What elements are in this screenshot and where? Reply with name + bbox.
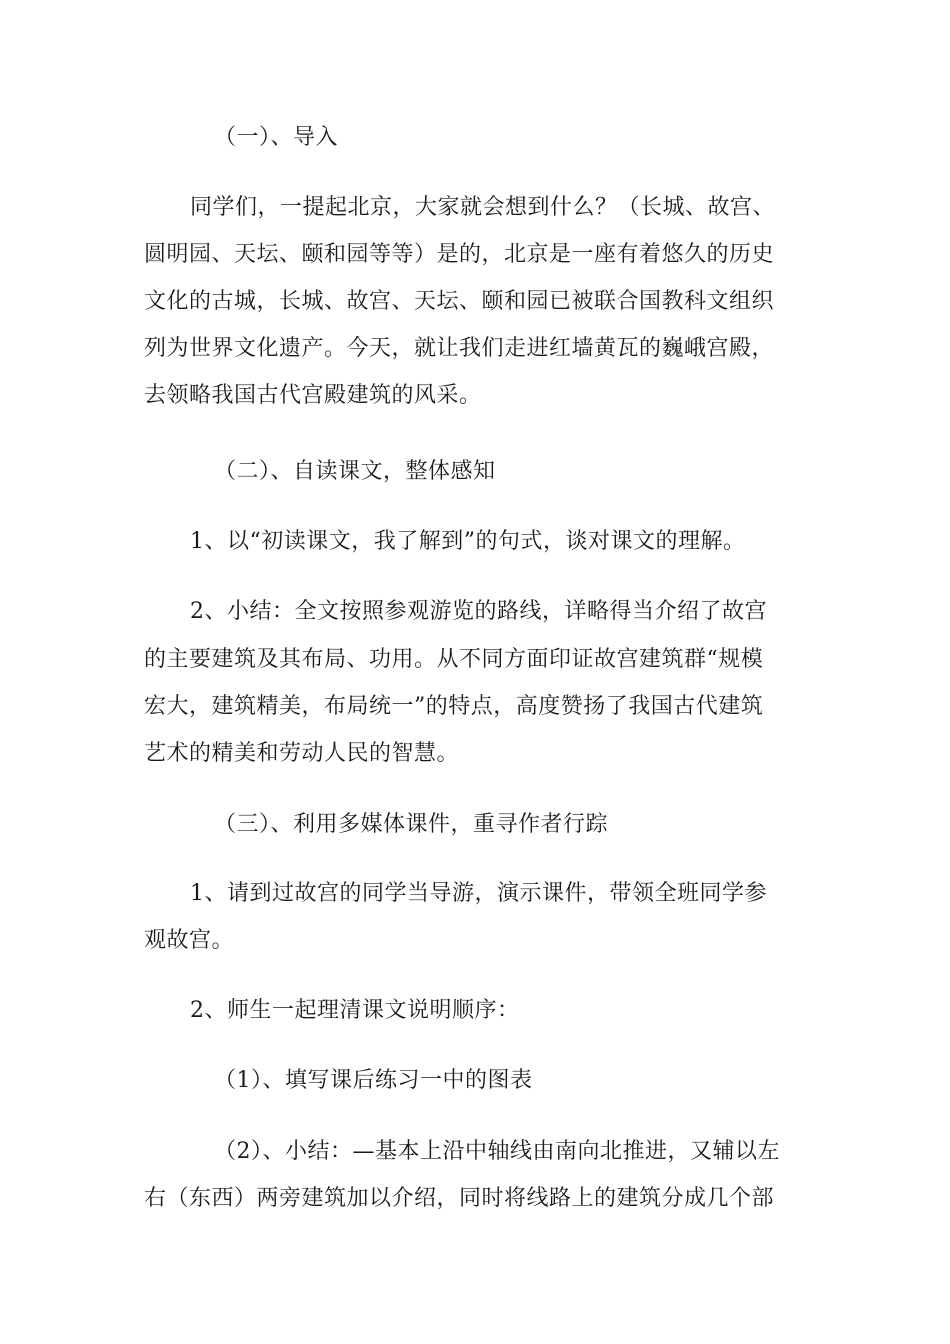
paragraph-line: 右（东西）两旁建筑加以介绍，同时将线路上的建筑分成几个部 [144, 1186, 775, 1211]
paragraph-line: 同学们，一提起北京，大家就会想到什么？（长城、故宫、 [190, 195, 776, 220]
paragraph-line: 1、请到过故宫的同学当导游，演示课件，带领全班同学参 [190, 881, 767, 906]
paragraph-line: 艺术的精美和劳动人民的智慧。 [144, 741, 460, 766]
list-item: 2、师生一起理清课文说明顺序： [190, 998, 520, 1023]
paragraph-line: 去领略我国古代宫殿建筑的风采。 [144, 383, 482, 408]
list-item: （1）、填写课后练习一中的图表 [214, 1068, 533, 1093]
paragraph-line: （2）、小结：—基本上沿中轴线由南向北推进，又辅以左 [214, 1139, 780, 1164]
paragraph-line: 列为世界文化遗产。今天，就让我们走进红墙黄瓦的巍峨宫殿， [144, 336, 775, 361]
paragraph-line: 宏大，建筑精美，布局统一”的特点，高度赞扬了我国古代建筑 [144, 694, 764, 719]
paragraph-line: 2、小结：全文按照参观游览的路线，详略得当介绍了故宫 [190, 599, 767, 624]
paragraph-line: 的主要建筑及其布局、功用。从不同方面印证故宫建筑群“规模 [144, 647, 764, 672]
paragraph-line: 圆明园、天坛、颐和园等等）是的，北京是一座有着悠久的历史 [144, 242, 775, 267]
section-heading-1: （一）、导入 [214, 125, 339, 150]
paragraph-line: 文化的古城，长城、故宫、天坛、颐和园已被联合国教科文组织 [144, 289, 775, 314]
section-heading-2: （二）、自读课文，整体感知 [214, 459, 496, 484]
section-heading-3: （三）、利用多媒体课件，重寻作者行踪 [214, 812, 609, 837]
list-item: 1、以“初读课文，我了解到”的句式，谈对课文的理解。 [190, 529, 746, 554]
paragraph-line: 观故宫。 [144, 928, 235, 953]
